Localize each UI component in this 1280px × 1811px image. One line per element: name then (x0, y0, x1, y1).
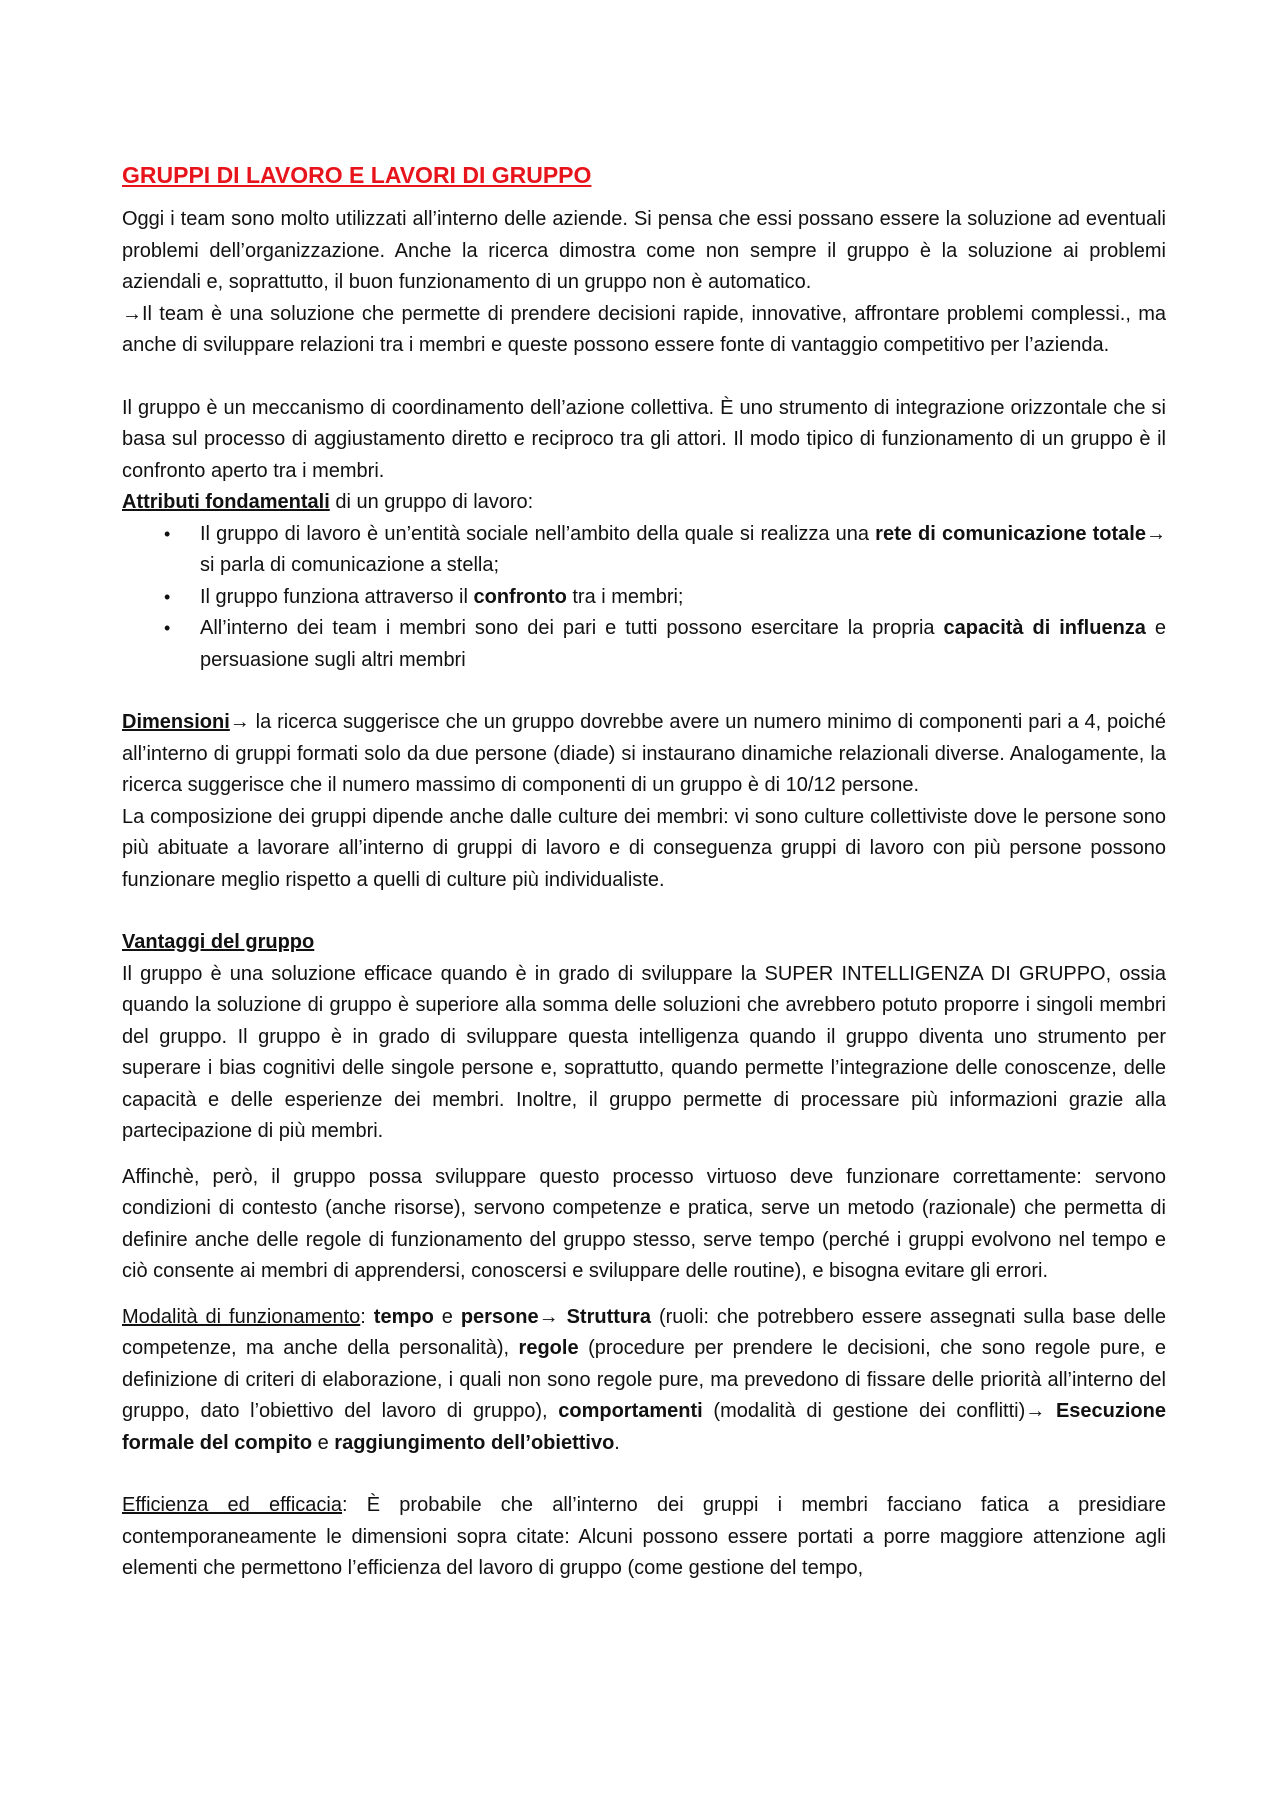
vantaggi-paragraph: Il gruppo è una soluzione efficace quando è in grado di sviluppare la SUPER INTELLIGENZA DI GRUPPO, ossia quando la soluzione di gruppo è superiore alla somma delle soluzioni che avrebbero potuto proporre i singoli membri del gruppo. Il gruppo è in grado di sviluppare questa intelligenza quando il gruppo diventa uno strumento per superare i bias cognitivi delle singole persone e, soprattutto, quando permette l’integrazione delle conoscenze, delle capacità e delle esperienze dei membri. Inoltre, il gruppo permette di processare più informazioni grazie alla partecipazione di più membri. (122, 962, 1166, 1142)
efficienza-label: Efficienza ed efficacia (122, 1494, 342, 1516)
dimensioni-label: Dimensioni (122, 711, 230, 733)
bullet-icon: • (164, 523, 171, 544)
attributi-label: Attributi fondamentali (122, 491, 330, 513)
attributi-line (122, 487, 1166, 519)
affinche-paragraph: Affinchè, però, il gruppo possa sviluppare questo processo virtuoso deve funzionare correttamente: servono condizioni di contesto (anche risorse), servono competenze e pratica, serve un metodo (razionale) che permetta di definire anche delle regole di funzionamento del gruppo stesso, serve tempo (perché i gruppi evolvono nel tempo e ciò consente ai membri di apprendersi, conoscersi e sviluppare delle routine), e bisogna evitare gli errori. (122, 1165, 1166, 1282)
composizione-paragraph: La composizione dei gruppi dipende anche dalle culture dei membri: vi sono culture collettiviste dove le persone sono più abituate a lavorare all’interno di gruppi di lavoro e di conseguenza gruppi di lavoro con più persone possono funzionare meglio rispetto a quelli di culture più individualiste. (122, 805, 1166, 891)
gruppo-paragraph: Il gruppo è un meccanismo di coordinamento dell’azione collettiva. È uno strumento di integrazione orizzontale che si basa sul processo di aggiustamento diretto e reciproco tra gli attori. Il modo tipico di funzionamento di un gruppo è il confronto aperto tra i membri. (122, 396, 1166, 482)
list-item: • All’interno dei team i membri sono dei pari e tutti possono esercitare la propria capacità di influenza e persuasione sugli altri membri (122, 613, 1166, 676)
modalita-paragraph: Modalità di funzionamento: tempo e persone→ Struttura (ruoli: che potrebbero essere assegnati sulla base delle competenze, ma anche della personalità), regole (procedure per prendere le decisioni, che sono regole pure, e definizione di criteri di elaborazione, i quali non sono regole pure, ma prevedono di fissare delle priorità all’interno del gruppo, dato l’obiettivo del lavoro di gruppo), comportamenti (modalità di gestione dei conflitti)→ Esecuzione formale del compito e raggiungimento dell’obiettivo. (122, 1305, 1166, 1454)
attributi-list (122, 519, 1166, 677)
intro-paragraph: Oggi i team sono molto utilizzati all’interno delle aziende. Si pensa che essi possano essere la soluzione ad eventuali problemi dell’organizzazione. Anche la ricerca dimostra come non sempre il gruppo è la soluzione ai problemi aziendali e, soprattutto, il buon funzionamento di un gruppo non è automatico. (122, 208, 1166, 293)
modalita-label: Modalità di funzionamento (122, 1305, 361, 1328)
bullet-icon: • (164, 586, 171, 607)
list-item: • Il gruppo funziona attraverso il confronto tra i membri; (122, 582, 1166, 614)
intro-arrow-paragraph: →Il team è una soluzione che permette di prendere decisioni rapide, innovative, affrontare problemi complessi., ma anche di sviluppare relazioni tra i membri e queste possono essere fonte di vantaggio competitivo per l’azienda. (122, 302, 1166, 356)
dimensioni-paragraph: Dimensioni→ la ricerca suggerisce che un gruppo dovrebbe avere un numero minimo di componenti pari a 4, poiché all’interno di gruppi formati solo da due persone (diade) si instaurano dinamiche relazionali diverse. Analogamente, la ricerca suggerisce che il numero massimo di componenti di un gruppo è di 10/12 persone. (122, 711, 1166, 796)
attributi-rest: di un gruppo di lavoro: (329, 491, 534, 513)
list-item: • Il gruppo di lavoro è un’entità sociale nell’ambito della quale si realizza una rete di comunicazione totale→ si parla di comunicazione a stella; (122, 519, 1166, 582)
document-page (122, 158, 1166, 1585)
bullet-icon: • (164, 618, 171, 638)
efficienza-paragraph: Efficienza ed efficacia: È probabile che all’interno dei gruppi i membri facciano fatica a presidiare contemporaneamente le dimensioni sopra citate: Alcuni possono essere portati a porre maggiore attenzione agli elementi che permettono l’efficienza del lavoro di gruppo (come gestione del tempo, (122, 1494, 1166, 1579)
document-title: GRUPPI DI LAVORO E LAVORI DI GRUPPO (122, 162, 592, 188)
vantaggi-heading: Vantaggi del gruppo (122, 931, 315, 953)
